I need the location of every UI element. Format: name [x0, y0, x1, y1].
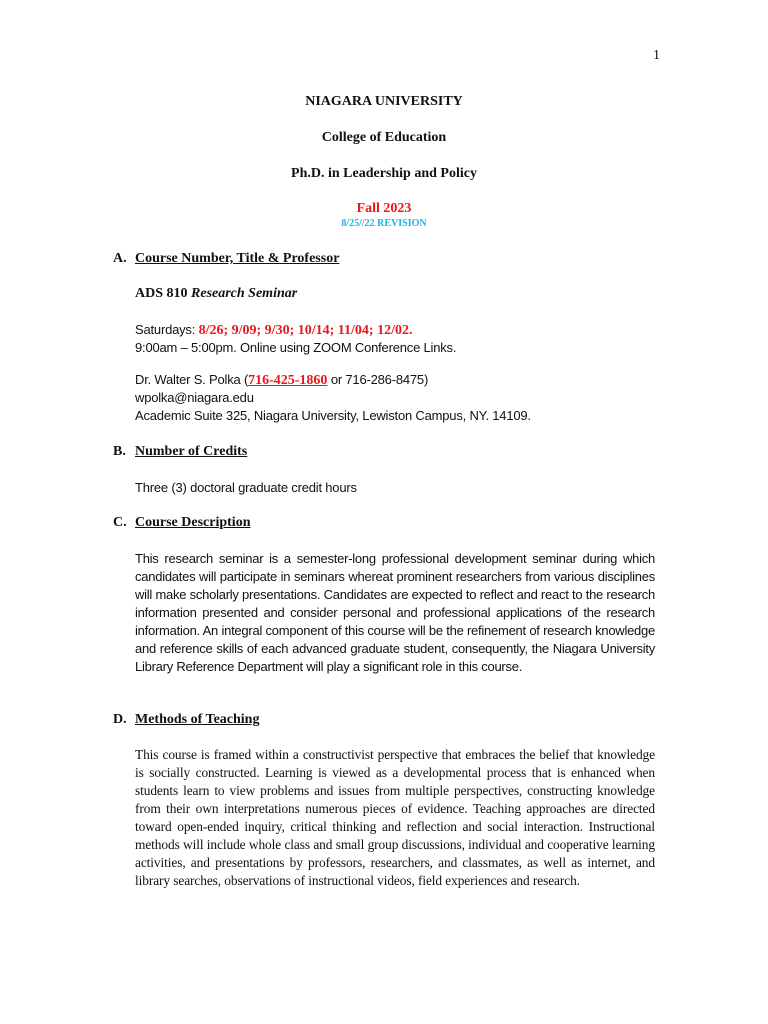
- section-c-letter: C.: [113, 515, 127, 530]
- college-name: College of Education: [321, 130, 447, 145]
- course-title: Research Seminar: [191, 286, 298, 301]
- section-c-title: Course Description: [135, 515, 251, 530]
- phone-secondary: or 716-286-8475): [327, 372, 429, 387]
- time-location: 9:00am – 5:00pm. Online using ZOOM Conference Links.: [135, 340, 457, 355]
- section-a-title: Course Number, Title & Professor: [135, 251, 340, 266]
- course-number: ADS 810: [135, 286, 188, 301]
- university-name: NIAGARA UNIVERSITY: [305, 94, 463, 109]
- phone-primary: 716-425-1860: [248, 373, 328, 388]
- professor-email: wpolka@niagara.edu: [135, 390, 254, 405]
- section-a-letter: A.: [113, 251, 127, 266]
- course-identifier: [135, 286, 297, 302]
- term-label: Fall 2023: [356, 201, 412, 216]
- professor-name: Dr. Walter S. Polka (: [135, 372, 249, 387]
- teaching-methods-text: This course is framed within a constructivist perspective that embraces the belief that knowledge is socially constructed. Learning is viewed as a developmental process that is enhanced when students learn to view problems and issues from multiple perspectives, constructing knowledge from their own interpretations numerous pieces of evidence. Teaching approaches are directed toward open-ended inquiry, critical thinking and reflection and social interaction. Instructional methods will include whole class and small group discussions, individual and cooperative learning activities, and presentations by professors, researchers, and classmates, as well as internet, and library searches, observations of instructional videos, field experiences and research.: [135, 747, 655, 888]
- section-b-letter: B.: [113, 444, 126, 459]
- section-a-heading: [113, 251, 339, 267]
- section-b-heading: [113, 444, 247, 460]
- dates-value: 8/26; 9/09; 9/30; 10/14; 11/04; 12/02.: [198, 323, 413, 338]
- revision-label: 8/25//22 REVISION: [341, 218, 427, 229]
- section-c-heading: [113, 515, 251, 531]
- section-d-title: Methods of Teaching: [135, 712, 260, 727]
- section-d-letter: D.: [113, 712, 127, 727]
- page-number: 1: [653, 48, 660, 63]
- dates-label: Saturdays:: [135, 322, 196, 337]
- program-name: Ph.D. in Leadership and Policy: [291, 166, 477, 181]
- section-d-heading: [113, 712, 259, 728]
- professor-contact: [135, 372, 428, 389]
- course-description-text: This research seminar is a semester-long professional development seminar during which candidates will participate in seminars whereat prominent researchers from various disciplines will make scholarly presentations. Candidates are expected to reflect and react to the research information presented and consider personal and professional applications of the research information. An integral component of this course will be the refinement of research knowledge and reference skills of each advanced graduate student, consequently, the Niagara University Library Reference Department will play a significant role in this course.: [135, 551, 655, 674]
- professor-address: Academic Suite 325, Niagara University, Lewiston Campus, NY. 14109.: [135, 408, 531, 423]
- meeting-dates: [135, 322, 412, 339]
- credits-text: Three (3) doctoral graduate credit hours: [135, 480, 357, 495]
- section-b-title: Number of Credits: [135, 444, 248, 459]
